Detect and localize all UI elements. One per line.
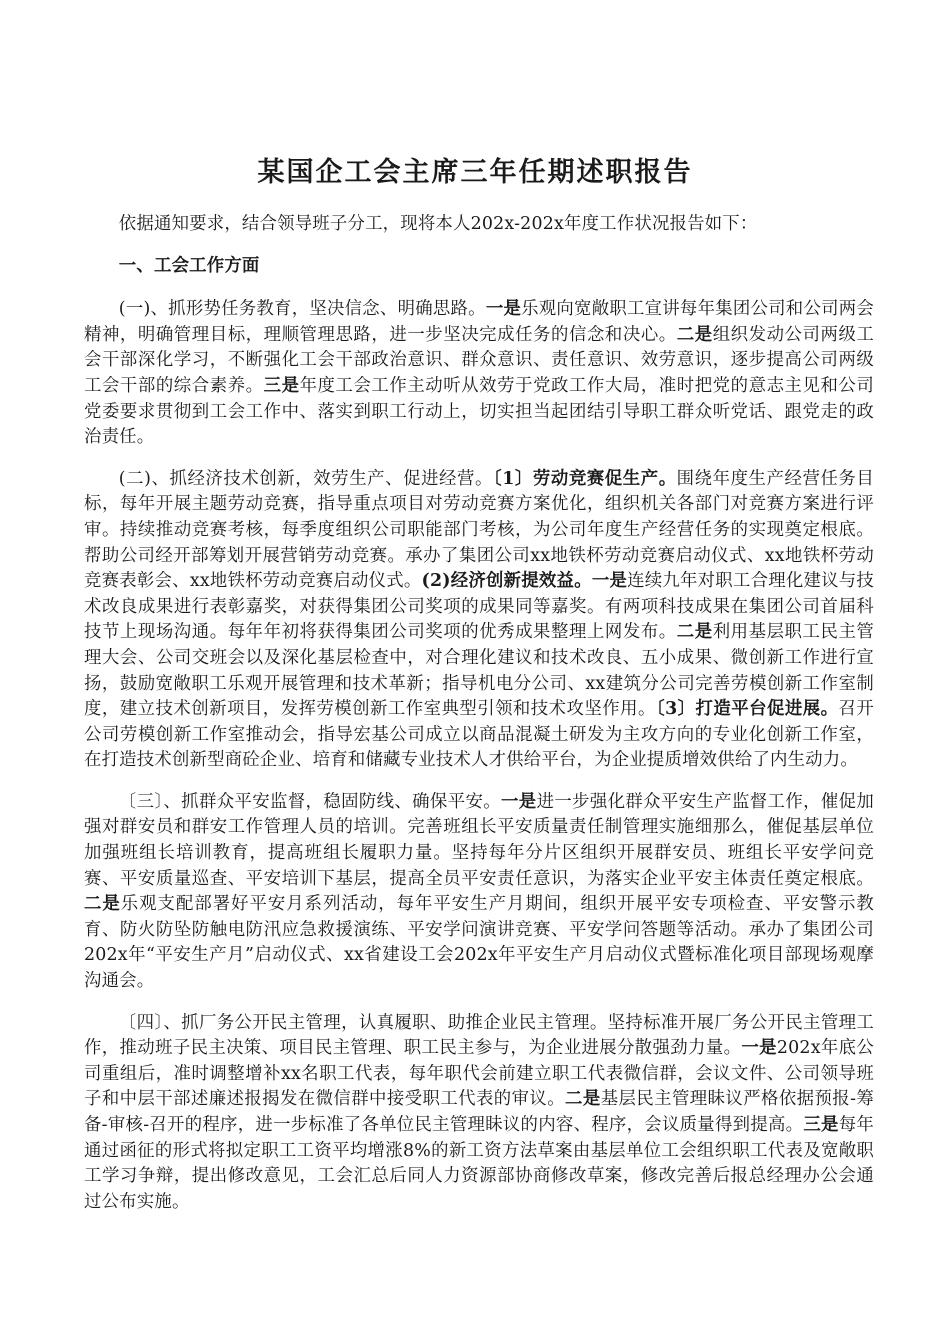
p1-bold-2: 二是	[676, 324, 713, 345]
intro-paragraph: 依据通知要求，结合领导班子分工，现将本人202x-202x年度工作状况报告如下：	[118, 214, 758, 234]
p2-bold-5: 〔3〕打造平台促进展。	[655, 699, 839, 720]
p4-text-1: 〔四〕、抓厂务公开民主管理，认真履职、助推企业民主管理。坚持标准开展厂务公开民主管理工作，推动班子民主决策、项目民主管理、职工民主参与，为企业进展分散强劲力量。	[84, 1012, 874, 1059]
p4-text-2: 202x年底公司重组后，准时调整增补xx名职工代表，每年职代会前建立职工代表微信群，会议文件、公司领导班子和中层干部述廉述报揭发在微信群中接受职工代表的审议。	[84, 1038, 875, 1110]
p4-text-3: 基层民主管理眛议严格依据预报-筹备-审核-召开的程序，进一步标准了各单位民主管理眛议的内容、程序，会议质量得到提高。	[84, 1089, 875, 1135]
p2-bold-2: (2)经济创新提效益。	[421, 571, 592, 592]
p4-text-4: 每年通过函征的形式将拟定职工工资平均增涨8%的新工资方法草案由基层单位工会组织职工代表及宽敞职工学习争辩，提出修改意见，工会汇总后同人力资源部协商修改草案，修改完善后报总经理办公会通过公布实施。	[84, 1115, 874, 1212]
p3-bold-2: 二是	[84, 894, 121, 915]
p2-text-5: 召开公司劳模创新工作室推动会，指导宏基公司成立以商品混凝土研发为主攻方向的专业化创新工作室，在打造技术创新型商砼企业、培育和储藏专业技术人才供给平台，为企业提质增效供给了内生动力。	[84, 699, 874, 771]
p3-text-1: 〔三〕、抓群众平安监督，稳固防线、确保平安。	[118, 791, 502, 812]
p2-text-2: 围绕年度生产经营任务目标，每年开展主题劳动竞赛，指导重点项目对劳动竞赛方案优化，组织机关各部门对竞赛方案进行评审。持续推动竞赛考核，每季度组织公司职能部门考核，为公司年度生产经营任务的实现奠定根底。帮助公司经开部筹划开展营销劳动竞赛。承办了集团公司xx地铁杯劳动竞赛启动仪式、xx地铁杯劳动竞赛表彰会、xx地铁杯劳动竞赛启动仪式。	[84, 468, 874, 592]
p1-text-4: 年度工会工作主动听从效劳于党政工作大局，准时把党的意志主见和公司党委要求贯彻到工会工作中、落实到职工行动上，切实担当起团结引导职工群众听党话、跟党走的政治责任。	[84, 375, 874, 448]
p4-bold-2: 二是	[565, 1089, 601, 1110]
p2-text-4: 利用基层职工民主管理大会、公司交班会以及深化基层检查中，对合理化建议和技术改良、五小成果、微创新工作进行宣扬，鼓励宽敞职工乐观开展管理和技术革新；指导机电分公司、xx建筑分公司完善劳模创新工作室制度，建立技术创新项目，发挥劳模创新工作室典型引领和技术攻坚作用。	[84, 622, 874, 720]
p3-text-3: 乐观支配部署好平安月系列活动，每年平安生产月期间，组织开展平安专项检查、平安警示教育、防火防坠防触电防汛应急救援演练、平安学问演讲竞赛、平安学问答题等活动。承办了集团公司202x年“平安生产月”启动仪式、xx省建设工会202x年平安生产月启动仪式暨标准化项目部现场观摩沟通会。	[84, 894, 874, 992]
p2-text-1: (二)、抓经济技术创新，效劳生产、促进经营。	[118, 468, 493, 489]
p1-bold-1: 一是	[485, 299, 522, 320]
paragraph-1	[84, 297, 874, 451]
page-title: 某国企工会主席三年任期述职报告	[257, 157, 693, 188]
p1-bold-3: 三是	[263, 375, 300, 396]
section-heading: 一、工会工作方面	[118, 255, 260, 276]
p1-text-1: (一)、抓形势任务教育，坚决信念、明确思路。	[118, 299, 486, 320]
p1-text-3: 组织发动公司两级工会干部深化学习，不断强化工会干部政治意识、群众意识、责任意识、效劳意识，逐步提高公司两级工会干部的综合素养。	[84, 324, 874, 396]
p2-bold-4: 二是	[676, 622, 713, 643]
p2-bold-1: 〔1〕劳动竞赛促生产。	[492, 468, 677, 489]
document-body	[84, 212, 874, 1231]
p4-bold-3: 三是	[803, 1115, 839, 1135]
p3-bold-1: 一是	[501, 791, 537, 812]
paragraph-4	[84, 1011, 874, 1216]
paragraph-2	[84, 467, 874, 774]
paragraph-3	[84, 790, 874, 995]
p1-text-2: 乐观向宽敞职工宣讲每年集团公司和公司两会精神，明确管理目标，理顺管理思路，进一步坚决完成任务的信念和决心。	[84, 299, 874, 345]
p2-bold-3: 一是	[591, 571, 628, 592]
p2-text-3: 连续九年对职工合理化建议与技术改良成果进行表彰嘉奖，对获得集团公司奖项的成果同等嘉奖。有两项科技成果在集团公司首届科技节上现场沟通。每年年初将获得集团公司奖项的优秀成果整理上网发布。	[84, 571, 874, 643]
p3-text-2: 进一步强化群众平安生产监督工作，催促加强对群安员和群安工作管理人员的培训。完善班组长平安质量责任制管理实施细那么，催促基层单位加强班组长培训教育，提高班组长履职力量。坚持每年分片区组织开展群安员、班组长平安学问竞赛、平安质量巡查、平安培训下基层，提高全员平安责任意识，为落实企业平安主体责任奠定根底。	[84, 791, 874, 889]
p4-bold-1: 一是	[741, 1038, 777, 1059]
